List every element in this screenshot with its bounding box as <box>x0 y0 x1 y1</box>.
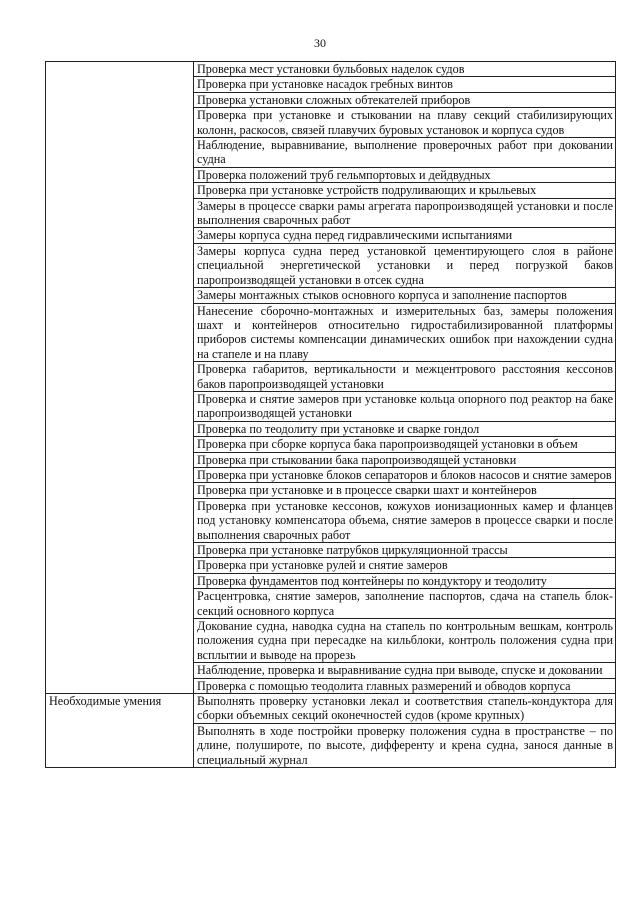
activities-label-cell <box>46 62 194 694</box>
skill-cell: Выполнять в ходе постройки проверку положения судна в пространстве – по длине, полушироте, по высоте, дифференту и крена судна, занося данные в специальный журнал <box>194 723 616 767</box>
activity-cell: Проверка фундаментов под контейнеры по кондуктору и теодолиту <box>194 573 616 588</box>
activity-cell: Проверка и снятие замеров при установке кольца опорного под реактор на баке паропроизводящей установки <box>194 391 616 421</box>
activity-cell: Проверка при установке устройств подруливающих и крыльевых <box>194 183 616 198</box>
activity-cell: Наблюдение, выравнивание, выполнение проверочных работ при доковании судна <box>194 138 616 168</box>
activity-cell: Проверка мест установки бульбовых наделок судов <box>194 62 616 77</box>
activity-cell: Проверка при сборке корпуса бака паропроизводящей установки в объем <box>194 437 616 452</box>
activity-cell: Проверка установки сложных обтекателей приборов <box>194 92 616 107</box>
activity-cell: Проверка положений труб гельмпортовых и дейдвудных <box>194 167 616 182</box>
activity-cell: Проверка при установке рулей и снятие замеров <box>194 558 616 573</box>
activity-row <box>46 62 616 77</box>
skills-label-cell: Необходимые умения <box>46 694 194 768</box>
activity-cell: Проверка при установке насадок гребных винтов <box>194 77 616 92</box>
activity-cell: Проверка при установке патрубков циркуляционной трассы <box>194 543 616 558</box>
activity-cell: Проверка при установке и в процессе сварки шахт и контейнеров <box>194 483 616 498</box>
activity-cell: Замеры монтажных стыков основного корпуса и заполнение паспортов <box>194 288 616 303</box>
activity-cell: Проверка с помощью теодолита главных размерений и обводов корпуса <box>194 678 616 693</box>
activity-cell: Замеры в процессе сварки рамы агрегата паропроизводящей установки и после выполнения сварочных работ <box>194 198 616 228</box>
page-number: 30 <box>314 36 326 50</box>
activity-cell: Проверка при стыковании бака паропроизводящей установки <box>194 452 616 467</box>
skill-cell: Выполнять проверку установки лекал и соответствия стапель-кондуктора для сборки объемных секций оконечностей судов (кроме крупных) <box>194 694 616 724</box>
activity-cell: Докование судна, наводка судна на стапель по контрольным вешкам, контроль положения судна при пересадке на кильблоки, контроль положения судна при всплытии и выводе на прорезь <box>194 619 616 663</box>
activity-cell: Проверка по теодолиту при установке и сварке гондол <box>194 421 616 436</box>
activity-cell: Проверка при установке блоков сепараторов и блоков насосов и снятие замеров <box>194 467 616 482</box>
activity-cell: Нанесение сборочно-монтажных и измерительных баз, замеры положения шахт и контейнеров относительно гидростабилизированной платформы приборов системы компенсации динамических ошибок при нахождении судна на стапеле и на плаву <box>194 303 616 362</box>
activity-cell: Замеры корпуса судна перед установкой цементирующего слоя в районе специальной энергетической установки и перед погрузкой баков паропроизводящей установки в отсек судна <box>194 243 616 287</box>
activity-cell: Проверка при установке и стыковании на плаву секций стабилизирующих колонн, раскосов, связей плавучих буровых установок и корпуса судов <box>194 108 616 138</box>
competency-table <box>45 61 616 768</box>
activity-cell: Проверка при установке кессонов, кожухов ионизационных камер и фланцев под установку компенсатора объема, снятие замеров в процессе сварки и после выполнения сварочных работ <box>194 498 616 542</box>
table-body <box>46 62 616 768</box>
activity-cell: Наблюдение, проверка и выравнивание судна при выводе, спуске и доковании <box>194 663 616 678</box>
activity-cell: Замеры корпуса судна перед гидравлическими испытаниями <box>194 228 616 243</box>
activity-cell: Расцентровка, снятие замеров, заполнение паспортов, сдача на стапель блок-секций основного корпуса <box>194 589 616 619</box>
activity-cell: Проверка габаритов, вертикальности и межцентрового расстояния кессонов баков паропроизводящей установки <box>194 362 616 392</box>
skill-row <box>46 694 616 724</box>
